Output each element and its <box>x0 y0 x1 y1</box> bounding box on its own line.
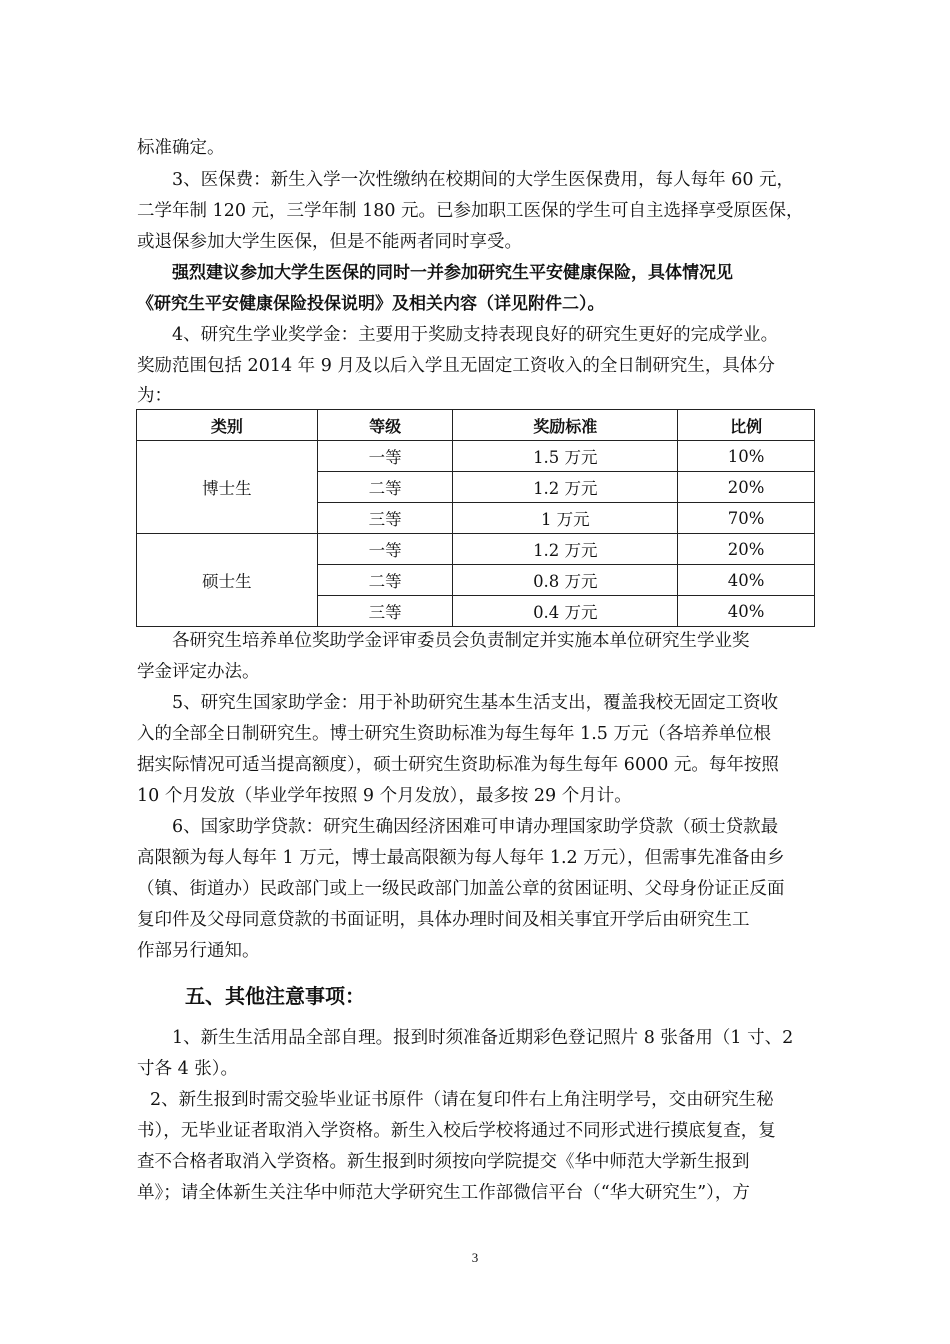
text-line: 单》；请全体新生关注华中师范大学研究生工作部微信平台（“华大研究生”），方 <box>137 1183 750 1203</box>
table-header: 比例 <box>678 410 815 441</box>
table-row <box>137 534 815 565</box>
text-line: 6、国家助学贷款：研究生确因经济困难可申请办理国家助学贷款（硕士贷款最 <box>172 817 779 837</box>
scholarship-table <box>136 409 815 627</box>
level-cell: 一等 <box>317 534 453 565</box>
table-header-row <box>137 410 815 441</box>
text-line: 复印件及父母同意贷款的书面证明，具体办理时间及相关事宜开学后由研究生工 <box>137 910 750 930</box>
category-cell: 博士生 <box>137 441 318 534</box>
level-cell: 二等 <box>317 472 453 503</box>
text-line: 2、新生报到时需交验毕业证书原件（请在复印件右上角注明学号，交由研究生秘 <box>150 1090 774 1110</box>
text-line: 各研究生培养单位奖助学金评审委员会负责制定并实施本单位研究生学业奖 <box>172 631 750 651</box>
text-line: 高限额为每人每年 1 万元，博士最高限额为每人每年 1.2 万元），但需事先准备由乡 <box>137 848 785 868</box>
ratio-cell: 40% <box>678 565 815 596</box>
ratio-cell: 20% <box>678 472 815 503</box>
ratio-cell: 20% <box>678 534 815 565</box>
text-line: 4、研究生学业奖学金：主要用于奖励支持表现良好的研究生更好的完成学业。 <box>172 325 779 345</box>
text-line: 查不合格者取消入学资格。新生报到时须按向学院提交《华中师范大学新生报到 <box>137 1152 750 1172</box>
text-line: 据实际情况可适当提高额度），硕士研究生资助标准为每生每年 6000 元。每年按照 <box>137 755 779 775</box>
level-cell: 一等 <box>317 441 453 472</box>
amount-cell: 0.8 万元 <box>453 565 678 596</box>
emphasis-line: 《研究生平安健康保险投保说明》及相关内容（详见附件二）。 <box>137 294 605 314</box>
page-number: 3 <box>471 1250 479 1265</box>
text-line: 二学年制 120 元，三学年制 180 元。已参加职工医保的学生可自主选择享受原医保， <box>137 201 804 221</box>
text-line: 学金评定办法。 <box>137 662 260 682</box>
text-line: 3、医保费：新生入学一次性缴纳在校期间的大学生医保费用，每人每年 60 元， <box>172 170 795 190</box>
ratio-cell: 40% <box>678 596 815 627</box>
text-line: （镇、街道办）民政部门或上一级民政部门加盖公章的贫困证明、父母身份证正反面 <box>137 879 785 899</box>
emphasis-line: 强烈建议参加大学生医保的同时一并参加研究生平安健康保险，具体情况见 <box>172 263 733 283</box>
text-line: 5、研究生国家助学金：用于补助研究生基本生活支出，覆盖我校无固定工资收 <box>172 693 779 713</box>
table-header: 类别 <box>137 410 318 441</box>
text-line: 奖励范围包括 2014 年 9 月及以后入学且无固定工资收入的全日制研究生，具体分 <box>137 356 775 376</box>
ratio-cell: 10% <box>678 441 815 472</box>
amount-cell: 0.4 万元 <box>453 596 678 627</box>
amount-cell: 1.2 万元 <box>453 472 678 503</box>
text-line: 为： <box>137 386 172 406</box>
amount-cell: 1.5 万元 <box>453 441 678 472</box>
table-header: 等级 <box>317 410 453 441</box>
text-line: 书），无毕业证者取消入学资格。新生入校后学校将通过不同形式进行摸底复查，复 <box>137 1121 776 1141</box>
text-line: 作部另行通知。 <box>137 941 260 961</box>
text-line: 入的全部全日制研究生。博士研究生资助标准为每生每年 1.5 万元（各培养单位根 <box>137 724 771 744</box>
amount-cell: 1 万元 <box>453 503 678 534</box>
level-cell: 三等 <box>317 503 453 534</box>
text-line: 寸各 4 张）。 <box>137 1059 239 1079</box>
ratio-cell: 70% <box>678 503 815 534</box>
table-header: 奖励标准 <box>453 410 678 441</box>
text-line: 1、新生生活用品全部自理。报到时须准备近期彩色登记照片 8 张备用（1 寸、2 <box>172 1028 794 1048</box>
level-cell: 二等 <box>317 565 453 596</box>
level-cell: 三等 <box>317 596 453 627</box>
category-cell: 硕士生 <box>137 534 318 627</box>
text-line: 或退保参加大学生医保，但是不能两者同时享受。 <box>137 232 522 252</box>
text-line: 10 个月发放（毕业学年按照 9 个月发放），最多按 29 个月计。 <box>137 786 632 806</box>
amount-cell: 1.2 万元 <box>453 534 678 565</box>
section-heading: 五、其他注意事项： <box>185 984 365 1008</box>
table-row <box>137 441 815 472</box>
text-line: 标准确定。 <box>137 138 225 158</box>
